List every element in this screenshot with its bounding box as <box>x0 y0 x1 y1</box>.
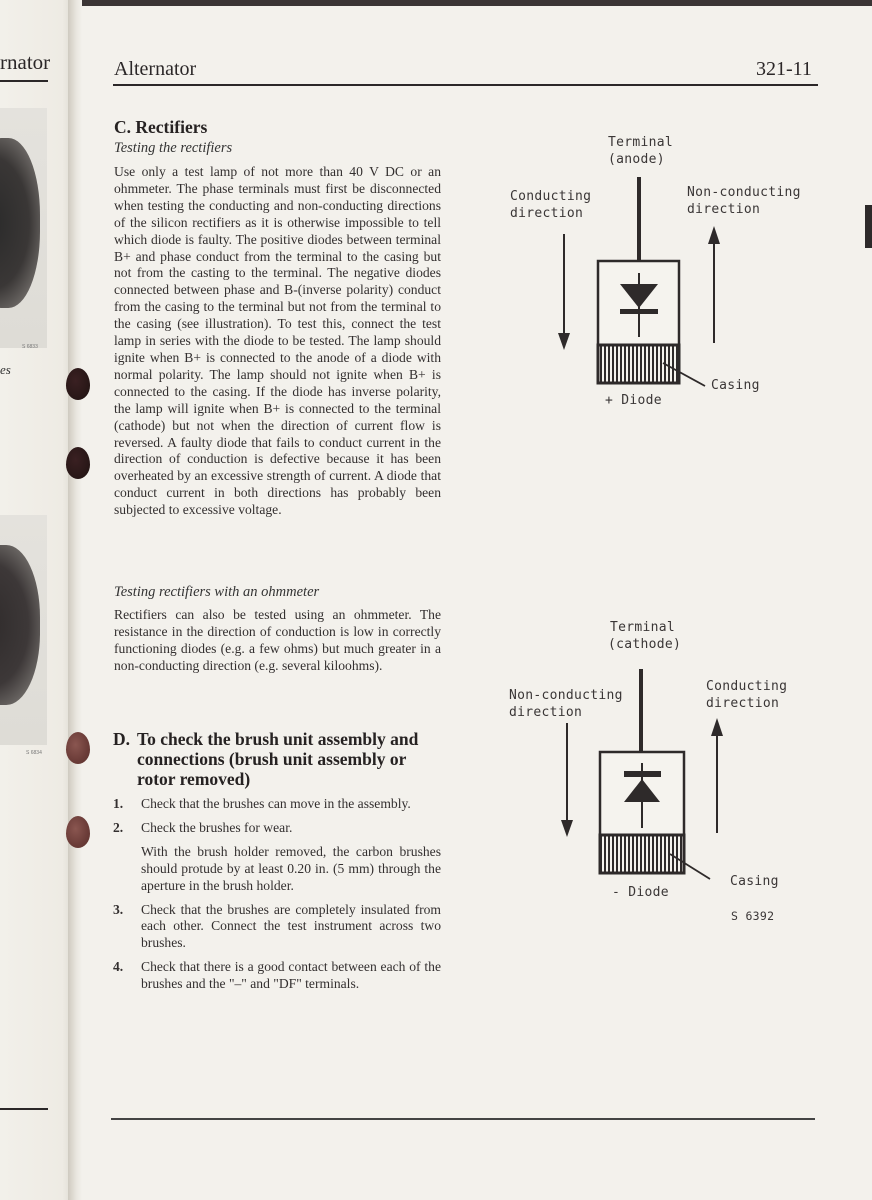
casing-label: Casing <box>730 874 779 889</box>
header-rule <box>113 84 818 86</box>
positive-diode-drawing <box>500 130 820 420</box>
step-text: Check that there is a good contact between each of the brushes and the "–" and "DF" terminals. <box>141 959 441 992</box>
left-page-footer-rule <box>0 1108 48 1110</box>
section-d-heading <box>113 729 441 789</box>
arrow-down-icon <box>561 820 573 837</box>
running-header-title: Alternator <box>114 58 197 80</box>
diode-bar-icon <box>620 309 658 314</box>
section-d-letter: D. <box>113 729 131 749</box>
page-number: 321-11 <box>756 58 812 80</box>
step-item <box>113 959 441 993</box>
left-page-italic-fragment: es <box>0 362 11 377</box>
right-direction-label: Non-conducting <box>687 185 801 200</box>
binder-hole <box>66 816 90 848</box>
section-d <box>113 729 441 1000</box>
negative-diode-diagram <box>500 617 820 937</box>
section-c-subheading: Testing the rectifiers <box>114 140 233 156</box>
arrow-up-icon <box>708 226 720 244</box>
diode-bar-icon <box>624 771 661 777</box>
step-item <box>113 820 441 837</box>
figure-code: S 6392 <box>731 909 775 923</box>
step-item <box>113 902 441 953</box>
left-facing-page <box>0 0 78 1200</box>
terminal-label: Terminal <box>610 620 676 635</box>
ohmmeter-subsection <box>114 584 441 675</box>
scan-top-edge <box>0 0 872 6</box>
binder-hole <box>66 732 90 764</box>
right-direction-label: Conducting <box>706 679 788 694</box>
left-direction-sublabel: direction <box>510 206 584 221</box>
step-number: 2. <box>113 819 124 835</box>
left-direction-label: Conducting <box>510 189 592 204</box>
ohmmeter-subheading: Testing rectifiers with an ohmmeter <box>114 584 320 600</box>
terminal-sublabel: (cathode) <box>608 637 682 652</box>
arrow-up-icon <box>711 718 723 736</box>
right-direction-sublabel: direction <box>706 696 780 711</box>
left-figure-code-2: S 6834 <box>26 750 42 756</box>
terminal-label: Terminal <box>608 135 674 150</box>
section-c-heading: C. Rectifiers <box>114 117 208 137</box>
left-direction-sublabel: direction <box>509 705 583 720</box>
casing-label: Casing <box>711 378 760 393</box>
right-direction-sublabel: direction <box>687 202 761 217</box>
step-text: Check that the brushes are completely insulated from each other. Connect the test instrument across two brushes. <box>141 901 441 951</box>
step-item <box>113 796 441 813</box>
terminal-sublabel: (anode) <box>608 152 665 167</box>
left-page-header-rule <box>0 80 48 82</box>
step-number: 4. <box>113 959 124 975</box>
diode-type-label: - Diode <box>612 885 669 900</box>
step-number: 1. <box>113 796 124 811</box>
page-gutter <box>68 0 82 1200</box>
ohmmeter-paragraph: Rectifiers can also be tested using an ohmmeter. The resistance in the direction of conduction is low in correctly functioning diodes (e.g. a few ohms) but much greater in a non-conducting direction (e.g. several kiloohms). <box>114 607 441 673</box>
positive-diode-diagram <box>500 130 820 420</box>
step-note: With the brush holder removed, the carbon brushes should protude by at least 0.20 in. (5 mm) through the aperture in the brush holder. <box>141 843 441 893</box>
step-text: Check the brushes for wear. <box>141 819 293 835</box>
binder-hole <box>66 368 90 400</box>
casing-hatch <box>598 345 679 383</box>
section-d-steps <box>113 796 441 993</box>
footer-rule <box>111 1118 815 1120</box>
section-d-heading-text: To check the brush unit assembly and connections (brush unit assembly or rotor removed) <box>137 729 419 789</box>
section-tab-marker <box>865 205 872 248</box>
left-direction-label: Non-conducting <box>509 688 623 703</box>
step-number: 3. <box>113 901 124 917</box>
step-text: Check that the brushes can move in the assembly. <box>141 796 411 811</box>
diode-type-label: + Diode <box>605 393 662 408</box>
left-page-header-fragment: rnator <box>0 50 51 74</box>
binder-hole <box>66 447 90 479</box>
section-c <box>114 117 441 519</box>
section-c-paragraph: Use only a test lamp of not more than 40 V DC or an ohmmeter. The phase terminals must first be disconnected when testing the conducting and non-conducting directions of the silicon rectifiers as it is otherwise impossible to tell which diode is faulty. The positive diodes between terminal B+ and phase conduct from the terminal to the casing but not from the casting to the terminal. The negative diodes connected between phase and B-(inverse polarity) conduct from the casing to the terminal but not from the terminal to the casing (see illustration). To test this, connect the test lamp in series with the diode to be tested. The lamp should ignite when B+ is connected to the anode of a diode with normal polarity. The lamp should not ignite when B+ is connected to the casing. If the diode has inverse polarity, the lamp will ignite when B+ is connected to the terminal (cathode) but not when the direction of current flow is reversed. A faulty diode that fails to conduct current in the direction of conduction is defective because it has been overheated by an excessive strength of current. A diode that conduct current in both directions has probably been subjected to excessive voltage. <box>114 164 441 518</box>
left-figure-code-1: S 6833 <box>22 344 38 350</box>
arrow-down-icon <box>558 333 570 350</box>
left-page-photo-1 <box>0 108 47 348</box>
left-page-photo-2 <box>0 515 47 745</box>
